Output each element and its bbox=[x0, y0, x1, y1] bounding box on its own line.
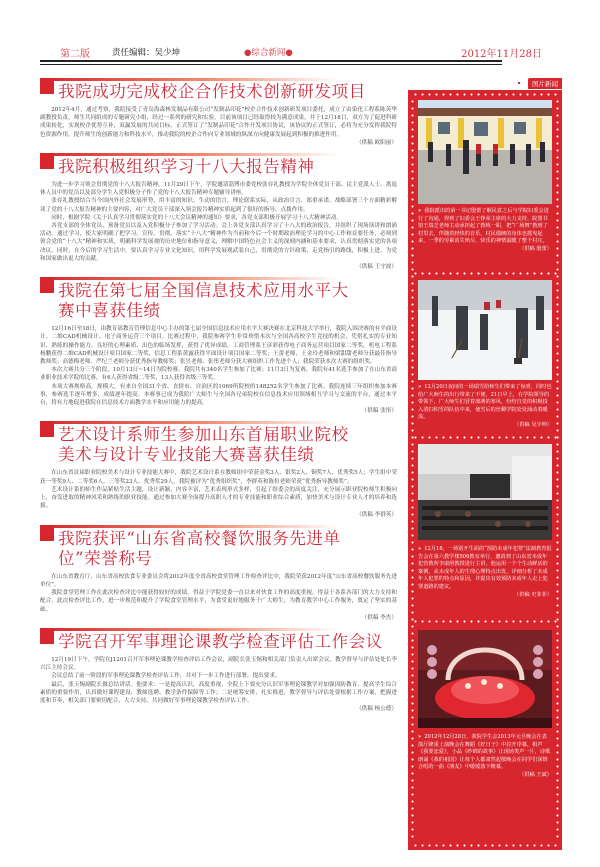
title-rule bbox=[40, 525, 340, 528]
double-arrow-icon: » bbox=[418, 208, 422, 214]
photo-news-tag: 图片新闻 bbox=[528, 78, 562, 89]
title-marker bbox=[40, 277, 54, 293]
double-arrow-icon: » bbox=[418, 546, 422, 552]
caption-text: 12月20日夜间的一场瑞雪给师生们带来了惊喜，同时也给广大师生的出行带来了不便，21日早上，在学院领导的带领下，广大师生们冒着凛冽的寒风，纷纷自觉的积极投入清扫积雪的队伍中来，使雪后的丝稠学院处处涌动着暖流。 bbox=[418, 384, 552, 421]
title-rule bbox=[40, 277, 340, 280]
article-source: （供稿 杨公德） bbox=[356, 706, 397, 713]
article-header bbox=[40, 277, 397, 321]
article-header bbox=[40, 628, 397, 652]
article-title: 我院获评“山东省高校餐饮服务先进单位”荣誉称号 bbox=[58, 528, 341, 568]
paragraph: 同时，根据学院《关于认真学习贯彻落实党的十八大会议精神的通知》要求，各党支部积极开展学习十八大精神活动。 bbox=[51, 214, 343, 221]
article-source: （供稿 王守波） bbox=[356, 264, 397, 271]
title-rule bbox=[40, 78, 340, 81]
title-rule bbox=[40, 628, 340, 631]
dotted-divider bbox=[412, 272, 558, 275]
caption-source: （供稿 王斌） bbox=[519, 771, 552, 778]
article bbox=[40, 525, 397, 622]
dotted-border-bottom bbox=[412, 844, 558, 847]
article-title: 我院成功完成校企合作技术创新研发项目 bbox=[58, 82, 366, 101]
paragraph: 本次大赛共分三个阶段，10月13日~14日为院校赛，我院共有340名学生参加了比赛；11月3日为复赛，我院有41名选手参加了在山东省商业职业技术学院的比赛，有6人获得省级二等奖，13人获得省级三等奖。 bbox=[40, 367, 397, 382]
paragraph: 为进一步学习领会贯彻党的十八大报告精神，11月29日下午，学院邀请淄博市委党校张存礼教授为学院全体党员干部、民主党派人士、离退休人员中的党员以及部分学生入党积极分子作了党的十八大报告精神专题辅导讲座。 bbox=[40, 182, 397, 197]
title-marker bbox=[40, 628, 54, 644]
article bbox=[40, 628, 397, 713]
photo-news-panel bbox=[408, 90, 562, 850]
photo-caption bbox=[418, 734, 552, 780]
section-label: ●综合新闻● bbox=[244, 48, 293, 58]
article-source: （供稿 李杰） bbox=[361, 614, 397, 621]
articles-column bbox=[40, 78, 397, 719]
article-title: 我院在第七届全国信息技术应用水平大赛中喜获佳绩 bbox=[58, 281, 349, 321]
dance-square-photo bbox=[418, 100, 552, 204]
article bbox=[40, 153, 397, 271]
article-body bbox=[40, 656, 397, 713]
article-body bbox=[40, 181, 397, 271]
double-arrow-icon: » bbox=[418, 734, 422, 740]
tag-dot bbox=[518, 82, 520, 84]
paragraph: 最后，张玉惕副院长做总结讲话。他要求：一是提高认识，高度重视，全院上下要充分认识军事理论课教学对加强国防教育、提高学生综合素质的重要作用，认真做好课程建设、教师选聘、教学条件保障等工作；二是统筹安排，扎实推进，教学督导与评估处要根据工作方案，把握进度和节奏，相关部门要密切配合，大力支持，共同做好军事理论课教学检查评估工作。 bbox=[40, 681, 397, 704]
dotted-divider bbox=[412, 436, 558, 439]
photo-caption bbox=[418, 208, 552, 254]
article bbox=[40, 78, 397, 147]
article-body bbox=[40, 106, 397, 147]
double-arrow-icon: » bbox=[418, 384, 422, 390]
header-rule-thin bbox=[40, 64, 502, 65]
paragraph: 会议总结了前一阶段的军事理论课教学检查评估工作，并对下一步工作进行部署，提出要求。 bbox=[51, 673, 281, 680]
edition-label: 第二版 bbox=[60, 49, 90, 60]
caption-text: 我院派出的第一书记殷蕾了解民意之后与学院妇委会进行了沟通，得到了妇委会王铮荣主席的大力支持。院图书馆王瑞芝老师主动承担起了教练一职，把“广场舞”教到了村里去，伴随着轻快的音乐，村民僵硬的身体也摇曳起来，一季的劳累消失殆尽，快乐的神情温暖了整个村庄。 bbox=[418, 208, 549, 245]
article-title: 我院积极组织学习十八大报告精神 bbox=[58, 157, 315, 177]
article-body bbox=[40, 469, 397, 518]
dotted-divider bbox=[412, 620, 558, 623]
paragraph: 张存礼教授结合当今国内外社会发展形势，用丰富的知识、生动的语言，理论联系实际，从政治宣言、郑重承诺、战略部署三个方面精彩解读了党的十八大报告精神的主要内容，对广大党员干部深入领会报告精神实质起到了很好的指导、点拨作用。 bbox=[40, 198, 397, 213]
paragraph: 我院食堂管理工作在此次检查评比中能获得较好的成绩，得益于学院党委一直以来对伙食工作的高度重视，得益于各系各部门的大力支持和配合。此次检查评比工作，进一步规范和提升了学院食堂管理水平，为食堂更好地服务于广大师生，为教育教学中心工作服务，奠定了坚实的基础。 bbox=[40, 590, 397, 613]
article-header bbox=[40, 525, 397, 569]
dotted-border-left bbox=[411, 98, 414, 842]
title-rule bbox=[40, 421, 340, 424]
caption-text: 2012年12月28日，我院学生会2013年元旦晚会在表演厅隆重上演晚会在舞蹈《好日子》中拉开序幕，相声《我要恋爱》，小品《纱锦的故事》让现场笑声一片，诗歌朗诵《我的祖国》让每个人都肃然起敬晚会在同学们深情合唱的一曲《朋友》中缓缓落下帷幕。 bbox=[418, 734, 551, 771]
article-source: （供稿 张彤） bbox=[361, 408, 397, 415]
article bbox=[40, 421, 397, 518]
paragraph: 艺术设计系的师生作品紧贴生活主题，设计新颖，内容丰富，艺术表现形式多样，引起了组委会的高度关注，充分展示职业院校师生积极向上、奋发进取的精神风采和熟练的职业技能。通过参加大赛全面提升高职人才的专业技能和职业综合素质，加快美术与设计专业人才的培养和选拔。 bbox=[40, 486, 397, 510]
article-header bbox=[40, 421, 397, 465]
article-header bbox=[40, 78, 397, 102]
title-marker bbox=[40, 525, 54, 541]
paragraph: 在山东省教育厅、山东省高校饮食专业委员会将2012年度全省高校食堂管理工作检查评比中，我院荣获2012年度“山东省高校餐饮服务先进单位”。 bbox=[40, 573, 397, 588]
paragraph: 12月16日至18日，由教育部教育管理信息中心主办的第七届全国信息技术应用水平大赛决赛在北京科技大学举行，我院入围决赛的有平面设计、二维CAD机械设计、电子商务运营三个项目。比赛过程中，我院参赛学生非常珍惜本次与全国各高校学生竞技的机会，凭借扎实的专业知识、熟练的操作能力、良好的心理素质、出色的临场发挥，获得了优异成绩，工商管理系王彦彩获得电子商务运营项目国家二等奖，机电工程系杨鹏获得二维CAD机械设计项目国家二等奖，信息工程系黄露获得平面设计项目国家二等奖；王蕾老师、王金玲老师和梁甜甜老师分获最佳指导教师奖；高德梅老师、严纪兰老师分获优秀指导教师奖；张昱老师、张彤老师分获大赛组织工作先进个人；我院荣获本次大赛的组织奖。 bbox=[40, 326, 397, 366]
article-title: 艺术设计系师生参加山东首届职业院校美术与设计专业技能大赛喜获佳绩 bbox=[58, 425, 349, 465]
dotted-border-right bbox=[556, 98, 559, 842]
title-marker bbox=[40, 421, 54, 437]
paragraph: 12月19日下午，学院在J1201召开军事理论课教学检查评估工作会议，副院长张玉惕和相关部门负责人出席会议，教学督导与评估处处长李兴江主持会议。 bbox=[40, 656, 397, 672]
title-rule bbox=[40, 153, 340, 156]
article bbox=[40, 277, 397, 415]
photo-caption bbox=[418, 384, 552, 430]
caption-source: （供稿 吴少坤） bbox=[514, 421, 552, 428]
article-title: 学院召开军事理论课教学检查评估工作会议 bbox=[58, 631, 383, 651]
title-marker bbox=[40, 78, 54, 94]
photo-caption bbox=[418, 546, 552, 599]
caption-text: 12月18，一场别开生面的“预防未成年犯罪”法制教育报告会在第六教学楼506教室举行，邀请到了山东省未成年犯管教所李康照教授进行主讲，他运用一个个生动鲜活的案例，从未成年人的生理心理特点出发，详细分析了未成年人犯罪的特点和原因，并提出有效预防未成年人走上犯罪道路的建议。 bbox=[418, 546, 552, 590]
paragraph: 在山东省首届职业院校美术与设计专业技能大赛中，我院艺术设计系在教师组中荣获金奖3人、银奖2人、铜奖7人、优秀奖5人；学生组中荣获一等奖9人、二等奖6人、三等奖23人、优秀奖29人，我院被评为“优秀组织奖”，李群英和陈恒老师荣获“优秀指导教师奖”。 bbox=[40, 470, 397, 485]
issue-date: 2012年11月28日 bbox=[461, 49, 542, 60]
article-body bbox=[40, 573, 397, 622]
paragraph: 本项大赛规格高，规模大，有来自全国31个省、直辖市、自治区的1069所院校的148252名学生参加了比赛。我院连续三年组织参加本赛事，参赛选手逐年增多，成绩逐年提高。本赛事已成为我院广大师生与全国各兄弟院校在信息技术应用领域相互学习与交流的平台，通过本平台，将有力地促进我院在信息技术方面教学水平和应用能力的提高。 bbox=[40, 383, 397, 407]
new-year-gala-photo bbox=[418, 630, 552, 728]
paragraph: 2012年4月，通过考察，我院接受了青岛海森林发制品有限公司“发制品印花”校企合作技术创新研发项目委托，成立了由染化工程系陈英华副教授负责，师生共同组成的专题研究小组，经过一系列的研究和实验，目前该项目已经取得较为满意成果。并于12月18日，双方为了促进科研成果转化，实现校企优势互补，双赢发展的共同目标，正式签订了“发制品印花”合作开发项目协议，该协议的正式签订，必将为充分发挥我院特色资源作用，提升师生的创新能力和科技水平，推动我院的校企合作向专业领域的纵深方向健康发展起到积极的推进作用。 bbox=[40, 107, 397, 138]
paragraph: 各党支部的全体党员、预备党员以及入党积极分子参加了学习活动。会上各党支部认真学习了十八大的政治报告，并组织了现场演讲和朗诵活动。通过学习，使大家明确了把学习、宣传、贯彻、落实“十八大”精神作为当前和今后一个时期政治理论学习的中心工作和首要任务，必须到领会党的“十八大”精神和实质，明确科学发展观的历史地位和指导意义，理解中国特色社会主义的深刻内涵和基本要求，认真贯彻落实党的各项决议。同时，在今后的学习生活中，要认真学习专业文化知识，用科学发展观武装自己，贯彻党的方针政策，走党指引的路线，积极上进，为党和国家做出更大的贡献。 bbox=[40, 223, 397, 262]
header-rule bbox=[40, 60, 502, 62]
lecture-hall-photo bbox=[418, 444, 552, 540]
dotted-border-top bbox=[412, 93, 558, 96]
editor-label: 责任编辑：吴少坤 bbox=[112, 48, 181, 58]
article-source: （供稿 欧阳丽） bbox=[356, 139, 397, 146]
article-source: （供稿 李群英） bbox=[356, 511, 397, 518]
article-header bbox=[40, 153, 397, 177]
snow-sweeping-photo bbox=[418, 280, 552, 380]
caption-source: （供稿 史菲菲） bbox=[514, 591, 552, 598]
caption-source: （供稿 殷蕾） bbox=[519, 245, 552, 252]
title-marker bbox=[40, 153, 54, 169]
article-body bbox=[40, 325, 397, 415]
